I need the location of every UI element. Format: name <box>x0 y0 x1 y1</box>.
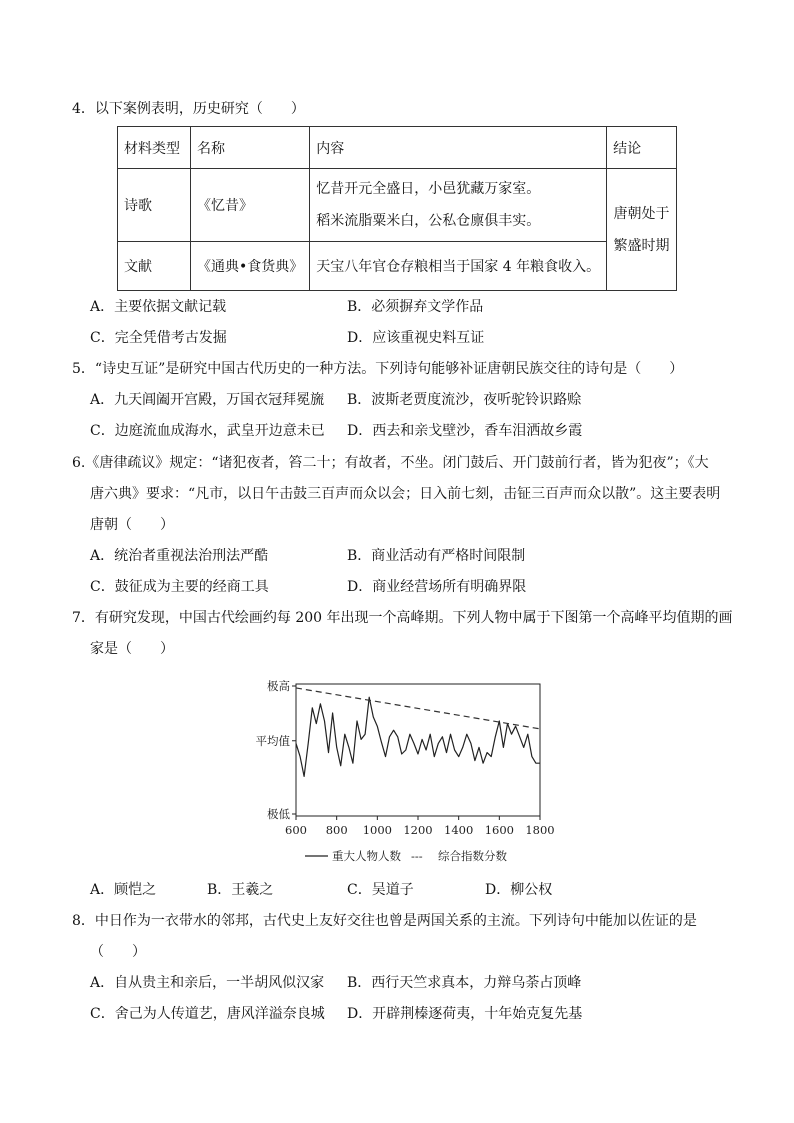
chart-legend <box>305 849 507 863</box>
q7-option-a: A．顾恺之 <box>90 882 157 898</box>
q5-option-b: B．波斯老贾度流沙，夜听驼铃识路赊 <box>347 392 582 408</box>
table-cell-name: 《通典•食货典》 <box>191 242 310 291</box>
table-cell-content <box>310 169 607 242</box>
x-tick-label: 1800 <box>525 823 555 837</box>
q4-stem: 4．以下案例表明，历史研究（ ） <box>72 101 305 117</box>
y-tick-label: 平均值 <box>255 733 290 748</box>
q7-option-d: D．柳公权 <box>485 882 553 898</box>
q6-stem-line: 唐朝（ ） <box>90 517 174 533</box>
y-tick-label: 极低 <box>267 807 290 821</box>
x-tick-label: 1200 <box>403 823 433 837</box>
q8-option-b: B．西行天竺求真本，力辩乌荼占顶峰 <box>347 975 582 991</box>
q7-option-b: B．王羲之 <box>207 882 274 898</box>
series-line-people <box>296 697 540 776</box>
plot-frame <box>296 684 540 816</box>
poem-line: 忆昔开元全盛日，小邑犹藏万家室。 <box>316 181 541 197</box>
q8-option-d: D．开辟荆榛逐荷夷，十年始克复先基 <box>347 1006 583 1022</box>
q8-option-a: A．自从贵主和亲后，一半胡风似汉家 <box>90 975 325 991</box>
q6-option-a: A．统治者重视法治刑法严酷 <box>90 548 269 564</box>
q7-stem-line: 7．有研究发现，中国古代绘画约每 200 年出现一个高峰期。下列人物中属于下图第一个高峰平均值期的画 <box>72 610 733 626</box>
q6-option-d: D．商业经营场所有明确界限 <box>347 579 527 595</box>
table-header-cell: 内容 <box>310 127 607 169</box>
q7-stem-line: 家是（ ） <box>90 641 174 657</box>
table-cell-type: 文献 <box>118 242 191 291</box>
q8-stem-line: 8．中日作为一衣带水的邻邦，古代史上友好交往也曾是两国关系的主流。下列诗句中能加以佐证的是 <box>72 913 697 929</box>
q4-option-c: C．完全凭借考古发掘 <box>90 330 227 346</box>
q6-option-c: C．鼓征成为主要的经商工具 <box>90 579 269 595</box>
series-line-index-trend <box>296 688 540 729</box>
y-tick-labels <box>256 679 291 821</box>
q6-stem-line: 唐六典》要求：“凡市，以日午击鼓三百声而众以会；日入前七刻，击钲三百声而众以散”。这主要表明 <box>90 486 721 502</box>
table-header-row <box>118 127 677 169</box>
q4-option-a: A．主要依据文献记载 <box>90 299 227 315</box>
q6-option-b: B．商业活动有严格时间限制 <box>347 548 526 564</box>
x-tick-label: 800 <box>325 823 348 837</box>
plot-area <box>292 684 540 820</box>
legend-dash-swatch: --- <box>411 849 423 863</box>
q5-option-a: A．九天阊阖开宫殿，万国衣冠拜冕旒 <box>90 392 325 408</box>
x-tick-label: 1000 <box>362 823 392 837</box>
q4-option-d: D．应该重视史料互证 <box>347 330 485 346</box>
x-tick-label: 600 <box>285 823 307 837</box>
q5-option-d: D．西去和亲戈壁沙，香车泪洒故乡霞 <box>347 423 583 439</box>
painting-peaks-chart <box>244 672 560 872</box>
table-row <box>118 242 677 291</box>
x-tick-label: 1400 <box>444 823 474 837</box>
y-tick-label: 极高 <box>267 679 290 693</box>
table-header-cell: 结论 <box>607 127 677 169</box>
table-header-cell: 名称 <box>191 127 310 169</box>
x-tick-label: 1600 <box>484 823 514 837</box>
materials-table <box>117 126 677 291</box>
legend-label-solid: 重大人物人数 <box>332 849 401 863</box>
table-cell-conclusion <box>607 169 677 291</box>
q8-option-c: C．舍己为人传道艺，唐风洋溢奈良城 <box>90 1006 325 1022</box>
x-tick-labels <box>285 823 555 837</box>
conclusion-line: 繁盛时期 <box>613 237 670 254</box>
table-cell-content: 天宝八年官仓存粮相当于国家 4 年粮食收入。 <box>310 242 607 291</box>
table-cell-name: 《忆昔》 <box>191 169 310 242</box>
q6-stem-line: 6.《唐律疏议》规定：“诸犯夜者，笞二十；有故者，不坐。闭门鼓后、开门鼓前行者，皆为犯夜”；《大 <box>72 455 709 471</box>
conclusion-line: 唐朝处于 <box>613 205 670 222</box>
q5-stem: 5．“诗史互证”是研究中国古代历史的一种方法。下列诗句能够补证唐朝民族交往的诗句是（ ） <box>72 361 684 377</box>
q8-stem-line: （ ） <box>90 944 146 960</box>
legend-label-dashed: 综合指数分数 <box>438 849 507 863</box>
q5-option-c: C．边庭流血成海水，武皇开边意未已 <box>90 423 325 439</box>
table-cell-type: 诗歌 <box>118 169 191 242</box>
q7-option-c: C．吴道子 <box>347 882 414 898</box>
table-row <box>118 169 677 242</box>
table-header-cell: 材料类型 <box>118 127 191 169</box>
poem-line: 稻米流脂粟米白，公私仓廪俱丰实。 <box>316 213 541 229</box>
q4-option-b: B．必须摒弃文学作品 <box>347 299 484 315</box>
